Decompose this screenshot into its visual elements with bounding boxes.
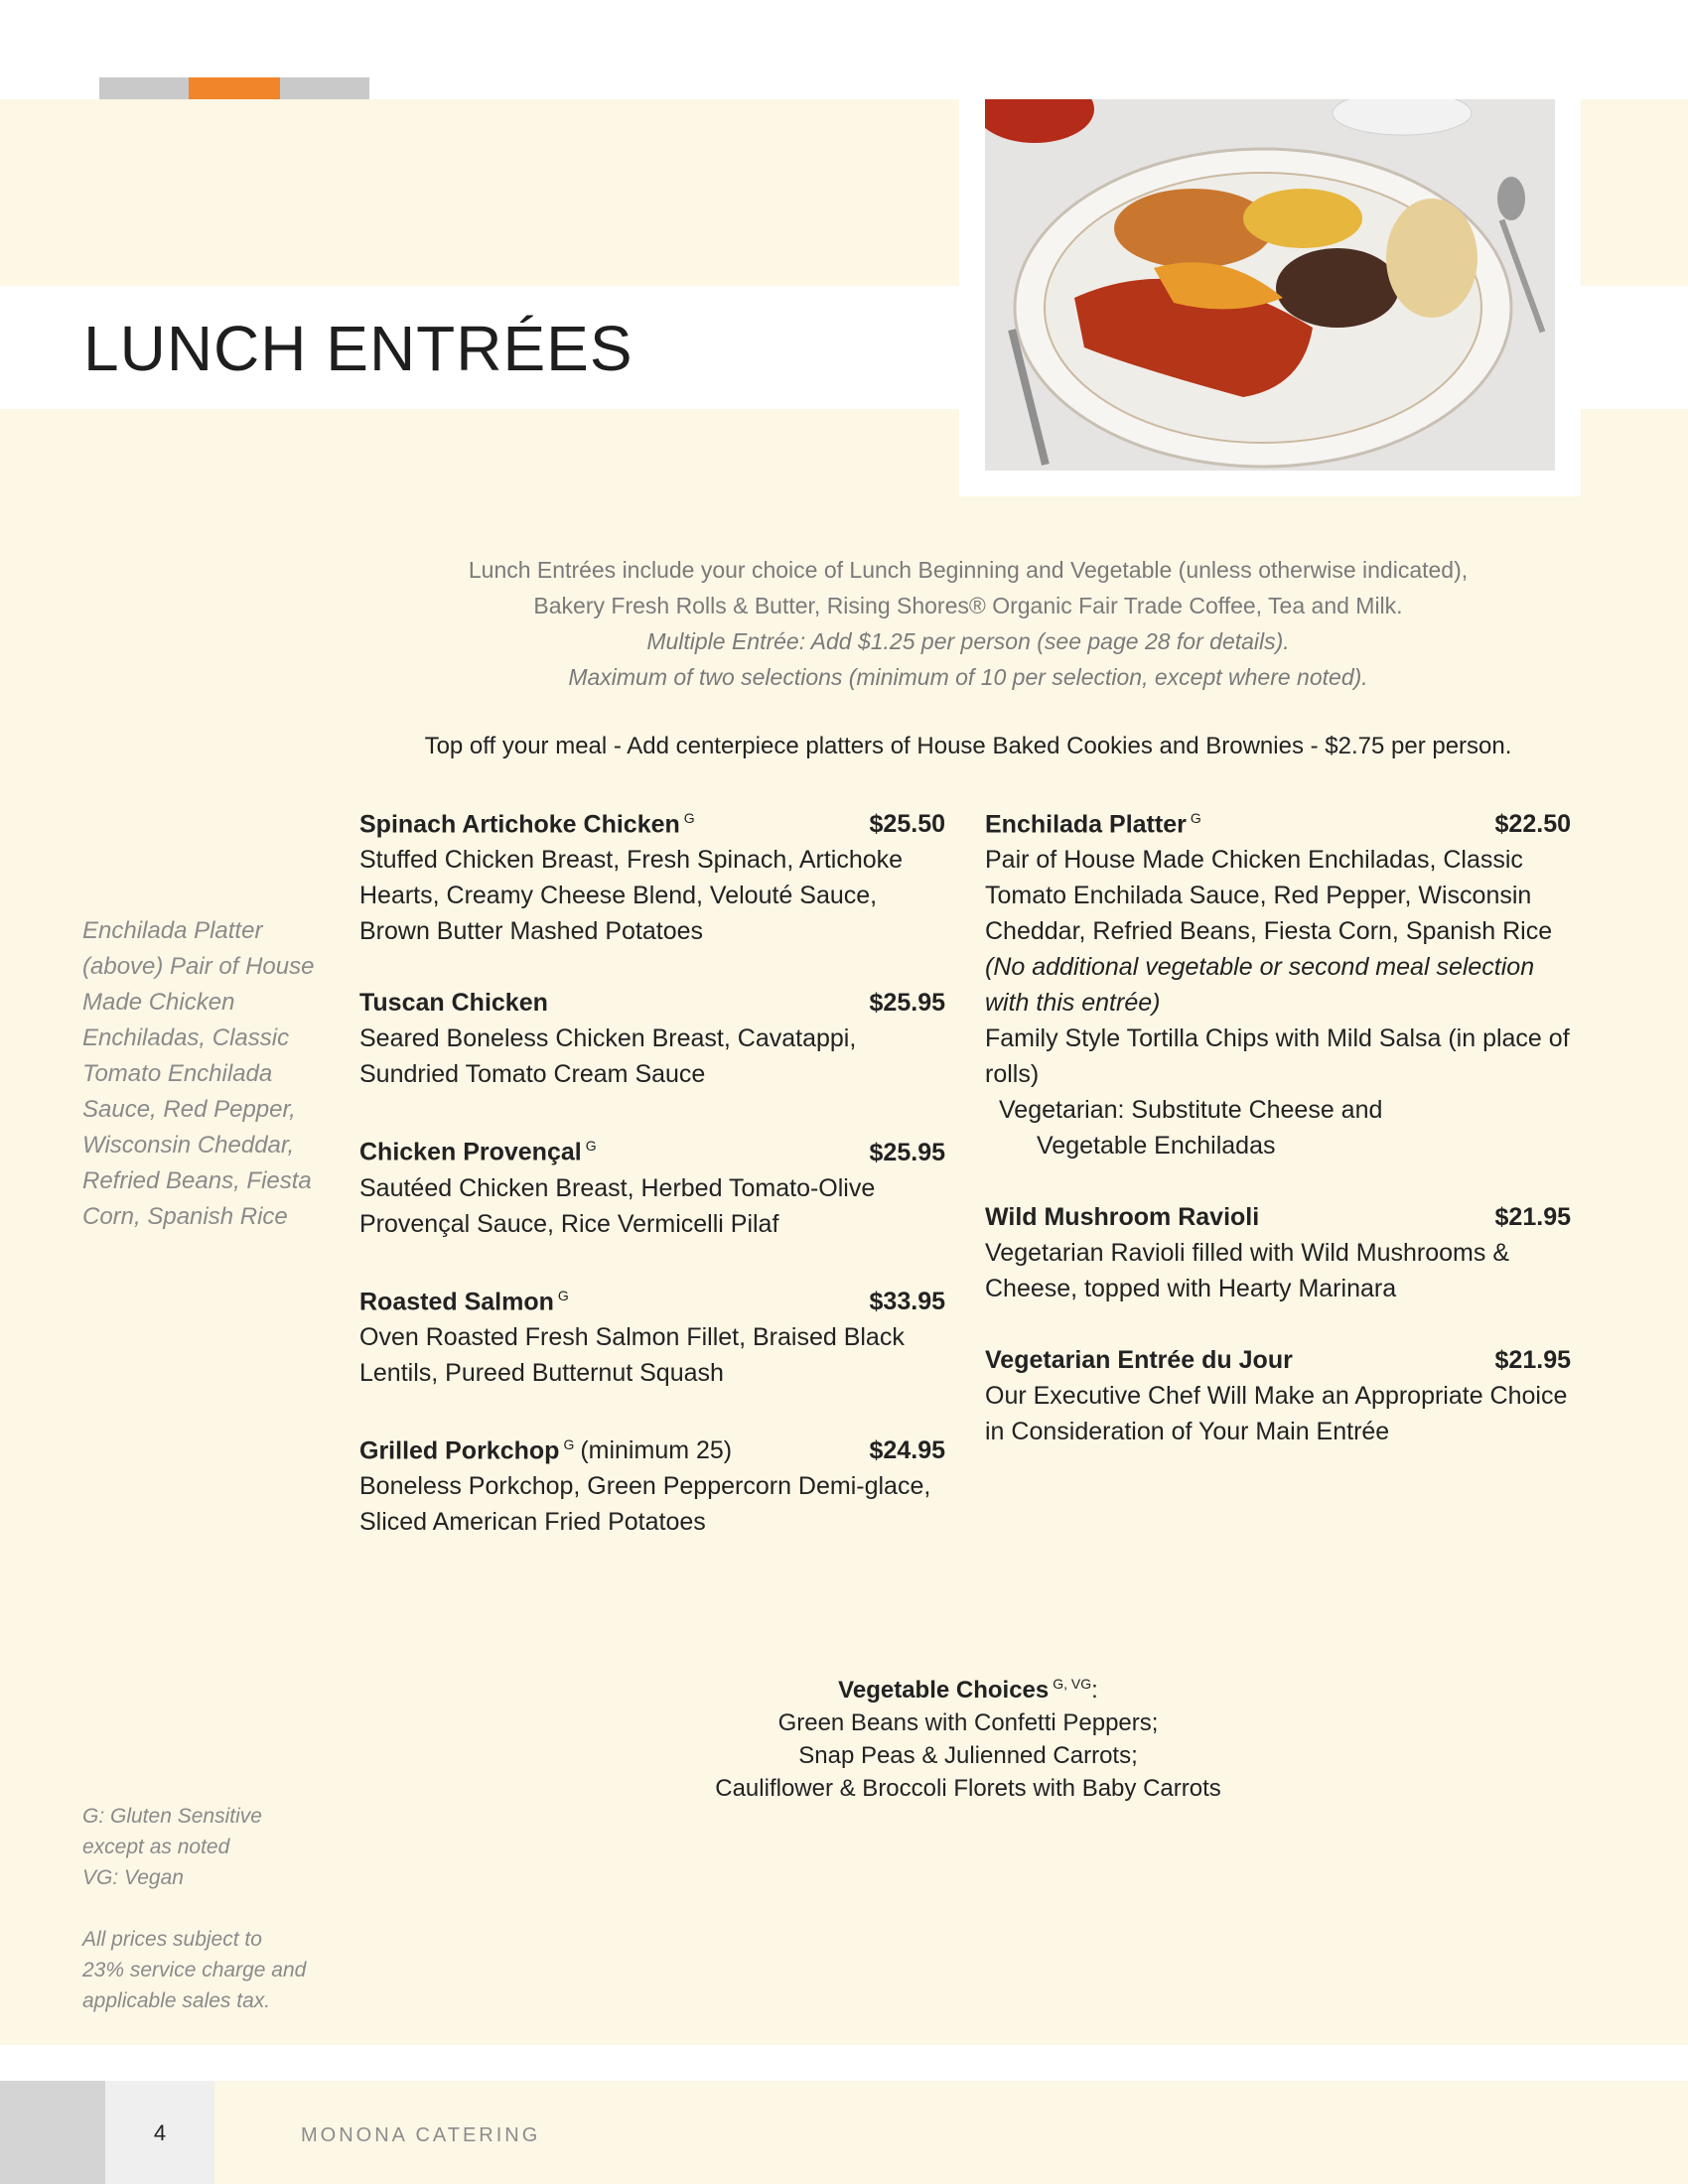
item-description: Seared Boneless Chicken Breast, Cavatappi, Sundried Tomato Cream Sauce bbox=[359, 1024, 857, 1089]
vegetable-option: Cauliflower & Broccoli Florets with Baby Carrots bbox=[715, 1775, 1221, 1802]
item-marker: G bbox=[683, 810, 695, 826]
legend-notes bbox=[82, 1801, 360, 2016]
item-description: Stuffed Chicken Breast, Fresh Spinach, Artichoke Hearts, Creamy Cheese Blend, Velouté Sauce, Brown Butter Mashed Potatoes bbox=[359, 846, 904, 946]
footer-brand: MONONA CATERING bbox=[301, 2124, 541, 2146]
item-marker: G bbox=[585, 1138, 597, 1155]
item-minimum-note: (minimum 25) bbox=[580, 1436, 733, 1465]
item-price: $21.95 bbox=[1494, 1346, 1571, 1375]
item-italic-note: (No additional vegetable or second meal selection with this entrée) bbox=[985, 953, 1535, 1018]
menu-item bbox=[359, 1427, 945, 1540]
menu-column-left bbox=[359, 800, 945, 1575]
enchilada-plate-photo bbox=[985, 99, 1555, 471]
item-description: Our Executive Chef Will Make an Appropriate Choice in Consideration of Your Main Entrée bbox=[985, 1382, 1568, 1446]
intro-line-1: Lunch Entrées include your choice of Lunch Beginning and Vegetable (unless otherwise indicated), bbox=[468, 557, 1469, 583]
item-description: Oven Roasted Fresh Salmon Fillet, Braised Black Lentils, Pureed Butternut Squash bbox=[359, 1322, 905, 1387]
intro-line-4: Maximum of two selections (minimum of 10 per selection, except where noted). bbox=[568, 664, 1368, 690]
header-tab-orange bbox=[189, 77, 280, 99]
footer-white-strip bbox=[0, 2045, 1688, 2081]
intro-line-2: Bakery Fresh Rolls & Butter, Rising Shores® Organic Fair Trade Coffee, Tea and Milk. bbox=[533, 593, 1403, 618]
footer-block-dark bbox=[0, 2081, 105, 2184]
item-description-extra: Family Style Tortilla Chips with Mild Salsa (in place of rolls) bbox=[985, 1024, 1570, 1089]
menu-item bbox=[359, 800, 945, 949]
menu-item bbox=[359, 1128, 945, 1241]
menu-item bbox=[985, 800, 1571, 1163]
item-price: $25.50 bbox=[869, 810, 945, 839]
header-tab-grey-right bbox=[280, 77, 369, 99]
vegetable-choices-title: Vegetable Choices bbox=[838, 1677, 1050, 1704]
item-price: $25.95 bbox=[869, 1138, 945, 1166]
item-name: Tuscan Chicken bbox=[359, 989, 548, 1018]
photo-caption: Enchilada Platter (above) Pair of House Made Chicken Enchiladas, Classic Tomato Enchilada Sauce, Red Pepper, Wisconsin Cheddar, Refried Beans, Fiesta Corn, Spanish Rice bbox=[82, 917, 315, 1230]
item-vegetarian-option-cont: Vegetable Enchiladas bbox=[1037, 1132, 1276, 1160]
item-marker: G bbox=[557, 1287, 569, 1303]
header-tab-grey-left bbox=[99, 77, 189, 99]
legend-vegan: VG: Vegan bbox=[82, 1866, 184, 1889]
page-title: LUNCH ENTRÉES bbox=[83, 313, 633, 384]
item-name: Grilled Porkchop bbox=[359, 1436, 560, 1465]
item-name: Enchilada Platter bbox=[985, 810, 1187, 839]
menu-item bbox=[359, 1278, 945, 1391]
intro-line-3: Multiple Entrée: Add $1.25 per person (see page 28 for details). bbox=[646, 628, 1290, 654]
menu-item bbox=[985, 1342, 1571, 1449]
item-description: Pair of House Made Chicken Enchiladas, Classic Tomato Enchilada Sauce, Red Pepper, Wisconsin Cheddar, Refried Beans, Fiesta Corn, Spanish Rice bbox=[985, 846, 1553, 946]
item-price: $25.95 bbox=[869, 989, 945, 1018]
menu-item bbox=[985, 1199, 1571, 1306]
item-price: $21.95 bbox=[1494, 1203, 1571, 1232]
vegetable-option: Green Beans with Confetti Peppers; bbox=[777, 1709, 1159, 1736]
item-vegetarian-option: Vegetarian: Substitute Cheese and bbox=[999, 1096, 1383, 1125]
legend-prices: All prices subject to 23% service charge and applicable sales tax. bbox=[82, 1928, 307, 2012]
item-name: Vegetarian Entrée du Jour bbox=[985, 1346, 1293, 1375]
menu-item bbox=[359, 985, 945, 1092]
vegetable-choices-marker: G, VG bbox=[1053, 1676, 1092, 1692]
legend-gluten: G: Gluten Sensitive except as noted bbox=[82, 1805, 262, 1858]
item-marker: G bbox=[563, 1435, 575, 1452]
item-description: Sautéed Chicken Breast, Herbed Tomato-Olive Provençal Sauce, Rice Vermicelli Pilaf bbox=[359, 1173, 876, 1238]
menu-column-right bbox=[985, 800, 1571, 1485]
item-marker: G bbox=[1190, 810, 1201, 826]
item-description: Vegetarian Ravioli filled with Wild Mushrooms & Cheese, topped with Hearty Marinara bbox=[985, 1239, 1509, 1303]
item-name: Roasted Salmon bbox=[359, 1287, 554, 1315]
vegetable-choices-colon: : bbox=[1091, 1677, 1098, 1704]
item-price: $22.50 bbox=[1494, 810, 1571, 839]
item-name: Chicken Provençal bbox=[359, 1138, 582, 1166]
vegetable-choices bbox=[596, 1668, 1340, 1805]
item-description: Boneless Porkchop, Green Peppercorn Demi-glace, Sliced American Fried Potatoes bbox=[359, 1472, 931, 1537]
item-price: $33.95 bbox=[869, 1287, 945, 1315]
item-price: $24.95 bbox=[869, 1436, 945, 1465]
vegetable-option: Snap Peas & Julienned Carrots; bbox=[798, 1742, 1138, 1769]
page-number: 4 bbox=[153, 2120, 167, 2145]
item-name: Wild Mushroom Ravioli bbox=[985, 1203, 1260, 1232]
enchilada-plate-illustration bbox=[985, 99, 1555, 471]
item-name: Spinach Artichoke Chicken bbox=[359, 810, 680, 839]
intro-text bbox=[357, 552, 1579, 695]
topoff-note: Top off your meal - Add centerpiece platters of House Baked Cookies and Brownies - $2.75 per person. bbox=[424, 733, 1512, 759]
